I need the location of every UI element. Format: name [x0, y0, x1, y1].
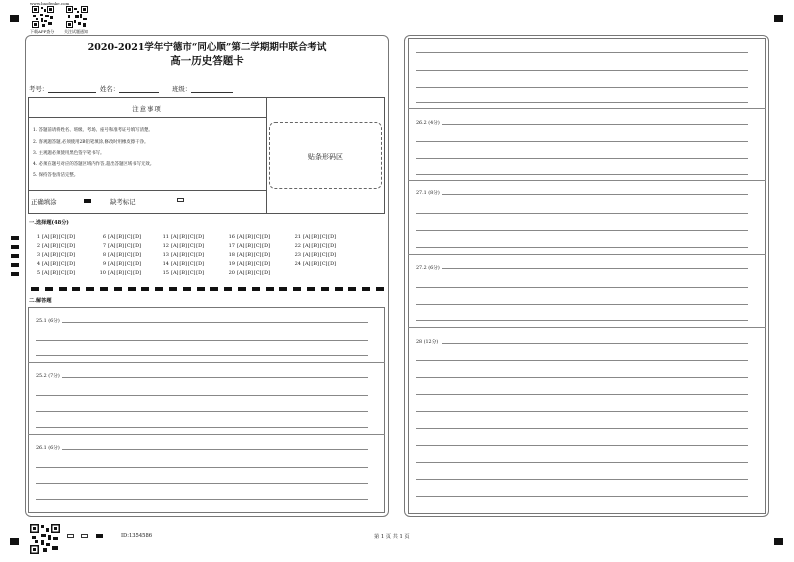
- answer-line[interactable]: [416, 247, 748, 248]
- answer-line[interactable]: [62, 322, 368, 323]
- name-field[interactable]: [100, 84, 159, 93]
- choice-question-number: 22: [294, 243, 301, 249]
- choice-option-bubble[interactable]: [B]: [116, 234, 124, 240]
- answer-separator: [408, 327, 766, 328]
- timing-mark: [376, 287, 384, 291]
- choice-question[interactable]: [97, 252, 142, 258]
- timing-mark: [266, 287, 274, 291]
- choice-option-bubble[interactable]: [C]: [253, 261, 262, 267]
- answer-line[interactable]: [416, 462, 748, 463]
- choice-question[interactable]: [160, 243, 205, 249]
- footer-block: [96, 534, 103, 538]
- timing-mark: [31, 287, 39, 291]
- choice-question[interactable]: [97, 270, 142, 276]
- choice-option-bubble[interactable]: [C]: [58, 234, 67, 240]
- choice-question[interactable]: [97, 243, 142, 249]
- choice-option-bubble[interactable]: [A]: [108, 252, 116, 258]
- notice-divider-vertical: [266, 97, 267, 214]
- choice-question-number: 12: [162, 243, 169, 249]
- choice-option-bubble[interactable]: [C]: [58, 252, 67, 258]
- choice-option-bubble[interactable]: [A]: [108, 270, 116, 276]
- choice-question-number: 8: [102, 252, 106, 258]
- answer-line[interactable]: [416, 230, 748, 231]
- notice-item: 1. 答题前请将姓名、班级、考场、座号和准考证号填写清楚。: [33, 128, 153, 133]
- choice-option-bubble[interactable]: [C]: [58, 270, 67, 276]
- choice-option-bubble[interactable]: [B]: [311, 261, 319, 267]
- choice-option-bubble[interactable]: [C]: [253, 270, 262, 276]
- choice-option-bubble[interactable]: [A]: [171, 252, 179, 258]
- answer-line[interactable]: [416, 87, 748, 88]
- answer-line[interactable]: [416, 158, 748, 159]
- answer-line[interactable]: [416, 102, 748, 103]
- answer-separator: [408, 108, 766, 109]
- timing-mark: [45, 287, 53, 291]
- section-answer-title: 二.解答题: [29, 298, 52, 304]
- choice-option-bubble[interactable]: [B]: [116, 252, 124, 258]
- choice-option-bubble[interactable]: [C]: [187, 234, 196, 240]
- site-url: www.baofenke.com: [30, 1, 70, 6]
- choice-question-number: 23: [294, 252, 301, 258]
- timing-mark: [11, 245, 19, 249]
- choice-question-number: 17: [228, 243, 235, 249]
- answer-line[interactable]: [36, 499, 368, 500]
- choice-question[interactable]: [31, 252, 76, 258]
- choice-question[interactable]: [160, 270, 205, 276]
- footer-square: [67, 534, 74, 538]
- answer-line[interactable]: [416, 320, 748, 321]
- timing-mark: [293, 287, 301, 291]
- choice-option-bubble[interactable]: [D]: [67, 243, 76, 249]
- answer-line[interactable]: [36, 427, 368, 428]
- question-label-25-2: 25.2 (7分): [36, 374, 60, 379]
- choice-question[interactable]: [292, 243, 337, 249]
- answer-line[interactable]: [416, 445, 748, 446]
- question-label-26-2: 26.2 (4分): [416, 121, 440, 126]
- registration-mark-bottom-left: [10, 538, 19, 545]
- choice-option-bubble[interactable]: [A]: [303, 243, 311, 249]
- notice-divider-header: [28, 117, 266, 118]
- choice-option-bubble[interactable]: [B]: [245, 270, 253, 276]
- choice-option-bubble[interactable]: [D]: [67, 252, 76, 258]
- choice-question[interactable]: [31, 261, 76, 267]
- notice-item: 4. 必须在题号对应的答题区域内作答,超出答题区域书写无效。: [33, 162, 155, 167]
- absent-checkbox[interactable]: [177, 198, 184, 202]
- timing-mark: [141, 287, 149, 291]
- choice-question-number: 5: [36, 270, 40, 276]
- choice-option-bubble[interactable]: [C]: [124, 243, 133, 249]
- timing-mark: [279, 287, 287, 291]
- right-answer-box: [408, 38, 766, 514]
- choice-option-bubble[interactable]: [D]: [196, 270, 205, 276]
- choice-option-bubble[interactable]: [C]: [124, 270, 133, 276]
- choice-option-bubble[interactable]: [D]: [262, 270, 271, 276]
- choice-question-number: 11: [162, 234, 169, 240]
- choice-option-bubble[interactable]: [A]: [171, 270, 179, 276]
- answer-line[interactable]: [36, 340, 368, 341]
- answer-line[interactable]: [416, 287, 748, 288]
- timing-mark: [155, 287, 163, 291]
- choice-option-bubble[interactable]: [D]: [328, 261, 337, 267]
- choice-option-bubble[interactable]: [B]: [179, 270, 187, 276]
- answer-line[interactable]: [416, 377, 748, 378]
- choice-option-bubble[interactable]: [B]: [50, 270, 58, 276]
- choice-question[interactable]: [31, 234, 76, 240]
- name-label: 姓名：: [100, 85, 120, 93]
- notice-heading: 注意事项: [132, 105, 162, 113]
- answer-line[interactable]: [36, 355, 368, 356]
- answer-line[interactable]: [442, 343, 748, 344]
- timing-mark: [169, 287, 177, 291]
- choice-option-bubble[interactable]: [C]: [58, 243, 67, 249]
- choice-option-bubble[interactable]: [C]: [187, 243, 196, 249]
- question-label-27-2: 27.2 (6分): [416, 266, 440, 271]
- choice-option-bubble[interactable]: [C]: [124, 252, 133, 258]
- qr-code-icon: [30, 524, 60, 554]
- choice-option-bubble[interactable]: [B]: [245, 261, 253, 267]
- choice-option-bubble[interactable]: [A]: [42, 243, 50, 249]
- choice-option-bubble[interactable]: [A]: [42, 270, 50, 276]
- answer-line[interactable]: [416, 411, 748, 412]
- choice-option-bubble[interactable]: [D]: [328, 243, 337, 249]
- choice-option-bubble[interactable]: [C]: [58, 261, 67, 267]
- choice-option-bubble[interactable]: [D]: [133, 270, 142, 276]
- question-label-25-1: 25.1 (6分): [36, 319, 60, 324]
- choice-option-bubble[interactable]: [D]: [196, 234, 205, 240]
- choice-option-bubble[interactable]: [D]: [262, 243, 271, 249]
- choice-question[interactable]: [292, 252, 337, 258]
- choice-option-bubble[interactable]: [B]: [245, 234, 253, 240]
- choice-option-bubble[interactable]: [C]: [319, 243, 328, 249]
- choice-option-bubble[interactable]: [A]: [303, 252, 311, 258]
- choice-option-bubble[interactable]: [D]: [67, 234, 76, 240]
- answer-line[interactable]: [442, 268, 748, 269]
- choice-option-bubble[interactable]: [A]: [42, 261, 50, 267]
- choice-question-number: 1: [36, 234, 40, 240]
- choice-option-bubble[interactable]: [A]: [237, 243, 245, 249]
- qr-caption-notice: 关注试题通知: [64, 29, 88, 34]
- answer-line[interactable]: [416, 394, 748, 395]
- choice-question-number: 20: [228, 270, 235, 276]
- timing-mark: [183, 287, 191, 291]
- answer-line[interactable]: [416, 428, 748, 429]
- choice-question[interactable]: [226, 261, 271, 267]
- choice-option-bubble[interactable]: [B]: [116, 243, 124, 249]
- choice-option-bubble[interactable]: [D]: [133, 252, 142, 258]
- choice-question-number: 19: [228, 261, 235, 267]
- class-field[interactable]: [172, 84, 233, 93]
- answer-line[interactable]: [62, 449, 368, 450]
- timing-mark: [59, 287, 67, 291]
- choice-question[interactable]: [31, 270, 76, 276]
- exam-title: 2020-2021学年宁德市“同心顺”第二学期期中联合考试: [87, 42, 327, 53]
- notice-item: 5. 保持答卷清洁完整。: [33, 173, 79, 178]
- qr-caption-app: 下载APP查分: [30, 29, 55, 34]
- choice-option-bubble[interactable]: [B]: [179, 252, 187, 258]
- answer-line[interactable]: [36, 483, 368, 484]
- choice-option-bubble[interactable]: [A]: [108, 261, 116, 267]
- notice-divider-footer: [28, 190, 266, 191]
- barcode-area-label: 贴条形码区: [308, 153, 343, 161]
- choice-option-bubble[interactable]: [B]: [50, 252, 58, 258]
- page-number: 第 1 页 共 1 页: [374, 534, 410, 540]
- timing-mark: [224, 287, 232, 291]
- timing-mark: [210, 287, 218, 291]
- answer-line[interactable]: [442, 124, 748, 125]
- choice-option-bubble[interactable]: [C]: [124, 261, 133, 267]
- choice-option-bubble[interactable]: [B]: [50, 234, 58, 240]
- registration-mark-bottom-right: [774, 538, 783, 545]
- choice-option-bubble[interactable]: [A]: [171, 234, 179, 240]
- choice-question-number: 4: [36, 261, 40, 267]
- timing-mark: [197, 287, 205, 291]
- choice-option-bubble[interactable]: [D]: [133, 243, 142, 249]
- answer-line[interactable]: [416, 174, 748, 175]
- answer-separator: [408, 180, 766, 181]
- choice-option-bubble[interactable]: [D]: [133, 261, 142, 267]
- choice-option-bubble[interactable]: [A]: [42, 252, 50, 258]
- question-label-28: 28 (12分): [416, 340, 439, 345]
- choice-question-number: 21: [294, 234, 301, 240]
- choice-option-bubble[interactable]: [A]: [237, 234, 245, 240]
- notice-item: 2. 客观题答题,必须使用2B铅笔填涂,修改时用橡皮擦干净。: [33, 140, 149, 145]
- exam-no-label: 考号：: [29, 85, 49, 93]
- choice-option-bubble[interactable]: [D]: [67, 270, 76, 276]
- choice-option-bubble[interactable]: [B]: [116, 261, 124, 267]
- answer-line[interactable]: [416, 52, 748, 53]
- card-title: 高一历史答题卡: [170, 55, 244, 67]
- question-label-27-1: 27.1 (8分): [416, 191, 440, 196]
- answer-line[interactable]: [416, 496, 748, 497]
- choice-option-bubble[interactable]: [B]: [179, 261, 187, 267]
- answer-line[interactable]: [36, 467, 368, 468]
- timing-mark: [238, 287, 246, 291]
- choice-option-bubble[interactable]: [A]: [42, 234, 50, 240]
- choice-option-bubble[interactable]: [A]: [237, 270, 245, 276]
- question-label-26-1: 26.1 (6分): [36, 446, 60, 451]
- card-id: ID:1354586: [121, 533, 153, 539]
- choice-option-bubble[interactable]: [A]: [237, 252, 245, 258]
- choice-option-bubble[interactable]: [C]: [187, 270, 196, 276]
- answer-separator: [408, 254, 766, 255]
- timing-mark: [335, 287, 343, 291]
- choice-question-number: 9: [102, 261, 106, 267]
- choice-option-bubble[interactable]: [D]: [196, 261, 205, 267]
- choice-option-bubble[interactable]: [D]: [196, 252, 205, 258]
- choice-option-bubble[interactable]: [C]: [253, 252, 262, 258]
- registration-mark-top-right: [774, 15, 783, 22]
- choice-question-number: 6: [102, 234, 106, 240]
- choice-option-bubble[interactable]: [D]: [262, 252, 271, 258]
- choice-question-number: 24: [294, 261, 301, 267]
- choice-option-bubble[interactable]: [A]: [108, 234, 116, 240]
- choice-question-number: 13: [162, 252, 169, 258]
- choice-question[interactable]: [292, 234, 337, 240]
- choice-option-bubble[interactable]: [B]: [311, 252, 319, 258]
- choice-option-bubble[interactable]: [D]: [328, 252, 337, 258]
- choice-question[interactable]: [226, 252, 271, 258]
- class-label: 班级：: [172, 85, 192, 93]
- correct-fill-label: 正确填涂: [31, 198, 57, 206]
- answer-line[interactable]: [416, 304, 748, 305]
- choice-option-bubble[interactable]: [B]: [311, 243, 319, 249]
- choice-option-bubble[interactable]: [C]: [187, 261, 196, 267]
- section-choice-title: 一.选择题(48分): [29, 220, 69, 226]
- timing-mark: [11, 236, 19, 240]
- answer-line[interactable]: [62, 377, 368, 378]
- timing-mark: [72, 287, 80, 291]
- answer-line[interactable]: [416, 479, 748, 480]
- choice-question[interactable]: [97, 234, 142, 240]
- choice-option-bubble[interactable]: [A]: [108, 243, 116, 249]
- timing-mark: [348, 287, 356, 291]
- choice-option-bubble[interactable]: [A]: [237, 261, 245, 267]
- choice-option-bubble[interactable]: [A]: [303, 234, 311, 240]
- registration-mark-top-left: [10, 15, 19, 22]
- choice-question-number: 3: [36, 252, 40, 258]
- choice-option-bubble[interactable]: [D]: [196, 243, 205, 249]
- choice-option-bubble[interactable]: [B]: [179, 243, 187, 249]
- choice-question[interactable]: [160, 234, 205, 240]
- choice-option-bubble[interactable]: [C]: [253, 243, 262, 249]
- timing-mark: [11, 254, 19, 258]
- choice-option-bubble[interactable]: [B]: [245, 252, 253, 258]
- choice-question[interactable]: [160, 261, 205, 267]
- answer-line[interactable]: [416, 70, 748, 71]
- choice-question-number: 18: [228, 252, 235, 258]
- timing-mark: [321, 287, 329, 291]
- choice-option-bubble[interactable]: [A]: [171, 261, 179, 267]
- choice-question[interactable]: [160, 252, 205, 258]
- timing-mark: [86, 287, 94, 291]
- choice-option-bubble[interactable]: [D]: [262, 261, 271, 267]
- choice-option-bubble[interactable]: [C]: [187, 252, 196, 258]
- choice-option-bubble[interactable]: [D]: [67, 261, 76, 267]
- timing-mark: [128, 287, 136, 291]
- footer-square: [81, 534, 88, 538]
- choice-question-number: 10: [99, 270, 106, 276]
- choice-question-number: 14: [162, 261, 169, 267]
- timing-mark: [114, 287, 122, 291]
- choice-option-bubble[interactable]: [D]: [133, 234, 142, 240]
- qr-code-icon: [32, 6, 54, 28]
- choice-option-bubble[interactable]: [B]: [245, 243, 253, 249]
- choice-option-bubble[interactable]: [C]: [319, 252, 328, 258]
- choice-option-bubble[interactable]: [B]: [116, 270, 124, 276]
- timing-mark: [252, 287, 260, 291]
- timing-mark: [362, 287, 370, 291]
- correct-fill-sample: [84, 199, 91, 203]
- choice-question-number: 7: [102, 243, 106, 249]
- exam-no-field[interactable]: [29, 84, 96, 93]
- choice-option-bubble[interactable]: [B]: [50, 243, 58, 249]
- choice-question-number: 2: [36, 243, 40, 249]
- choice-option-bubble[interactable]: [C]: [319, 234, 328, 240]
- choice-question-number: 16: [228, 234, 235, 240]
- choice-question[interactable]: [31, 243, 76, 249]
- choice-option-bubble[interactable]: [A]: [303, 261, 311, 267]
- choice-question[interactable]: [226, 270, 271, 276]
- answer-line[interactable]: [416, 141, 748, 142]
- absent-label: 缺考标记: [110, 198, 136, 206]
- answer-line[interactable]: [416, 360, 748, 361]
- answer-line[interactable]: [36, 395, 368, 396]
- choice-question-number: 15: [162, 270, 169, 276]
- choice-question[interactable]: [97, 261, 142, 267]
- timing-mark: [11, 272, 19, 276]
- choice-option-bubble[interactable]: [B]: [311, 234, 319, 240]
- choice-option-bubble[interactable]: [B]: [50, 261, 58, 267]
- answer-line[interactable]: [442, 194, 748, 195]
- choice-option-bubble[interactable]: [A]: [171, 243, 179, 249]
- notice-item: 3. 主观题必须使用黑色签字笔书写。: [33, 151, 105, 156]
- qr-code-icon: [66, 6, 88, 28]
- choice-option-bubble[interactable]: [C]: [124, 234, 133, 240]
- choice-question[interactable]: [292, 261, 337, 267]
- choice-option-bubble[interactable]: [C]: [319, 261, 328, 267]
- choice-option-bubble[interactable]: [D]: [328, 234, 337, 240]
- answer-line[interactable]: [36, 411, 368, 412]
- timing-mark: [100, 287, 108, 291]
- answer-separator: [28, 362, 385, 363]
- choice-question[interactable]: [226, 234, 271, 240]
- choice-option-bubble[interactable]: [C]: [253, 234, 262, 240]
- timing-mark: [11, 263, 19, 267]
- answer-separator: [28, 434, 385, 435]
- answer-line[interactable]: [416, 213, 748, 214]
- timing-mark: [307, 287, 315, 291]
- choice-question[interactable]: [226, 243, 271, 249]
- choice-option-bubble[interactable]: [D]: [262, 234, 271, 240]
- choice-option-bubble[interactable]: [B]: [179, 234, 187, 240]
